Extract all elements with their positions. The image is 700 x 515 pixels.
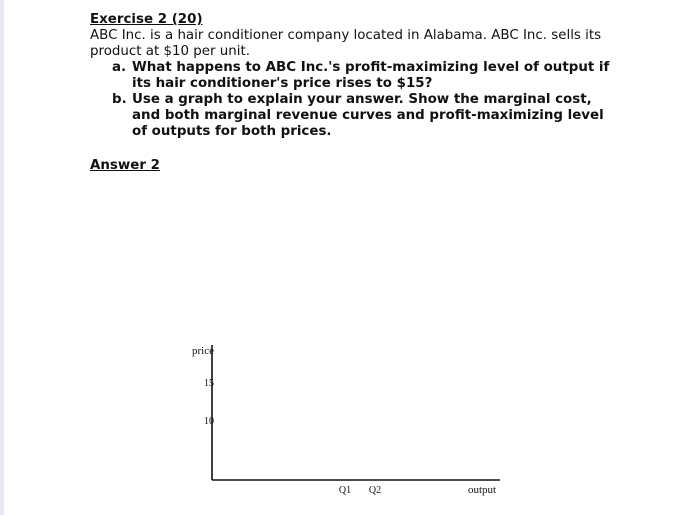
exercise-heading: Exercise 2 (20): [90, 12, 203, 27]
question-a-line-1: What happens to ABC Inc.'s profit-maximizing level of output if: [132, 60, 610, 75]
question-a-line-2: its hair conditioner's price rises to $15?: [132, 76, 433, 91]
question-b: [90, 92, 680, 140]
exercise-document: [90, 10, 680, 174]
question-list: [90, 60, 680, 140]
answer-heading: Answer 2: [90, 158, 160, 173]
x-axis-label: output: [467, 484, 497, 496]
question-a-marker: a.: [112, 60, 127, 75]
y-tick-15: 15: [204, 378, 214, 389]
x-tick-q1: [339, 485, 351, 496]
question-b-line-2: and both marginal revenue curves and profit-maximizing level: [132, 108, 604, 123]
exercise-intro-line-1: ABC Inc. is a hair conditioner company located in Alabama. ABC Inc. sells its: [90, 28, 602, 43]
y-tick-10: 10: [204, 416, 214, 427]
y-axis-label: price: [192, 345, 214, 357]
x-tick-q2: [369, 485, 381, 496]
x-tick-q2-label: Q2: [368, 485, 382, 496]
exercise-intro-line-2: product at $10 per unit.: [90, 44, 250, 59]
question-b-line-3: of outputs for both prices.: [132, 124, 332, 139]
question-b-line-1: Use a graph to explain your answer. Show the marginal cost,: [132, 92, 592, 107]
answer-graph: [170, 335, 510, 505]
question-a: [90, 60, 680, 92]
question-b-marker: b.: [112, 92, 127, 107]
left-edge-strip: [0, 0, 4, 515]
x-tick-q1-label: Q1: [338, 485, 352, 496]
